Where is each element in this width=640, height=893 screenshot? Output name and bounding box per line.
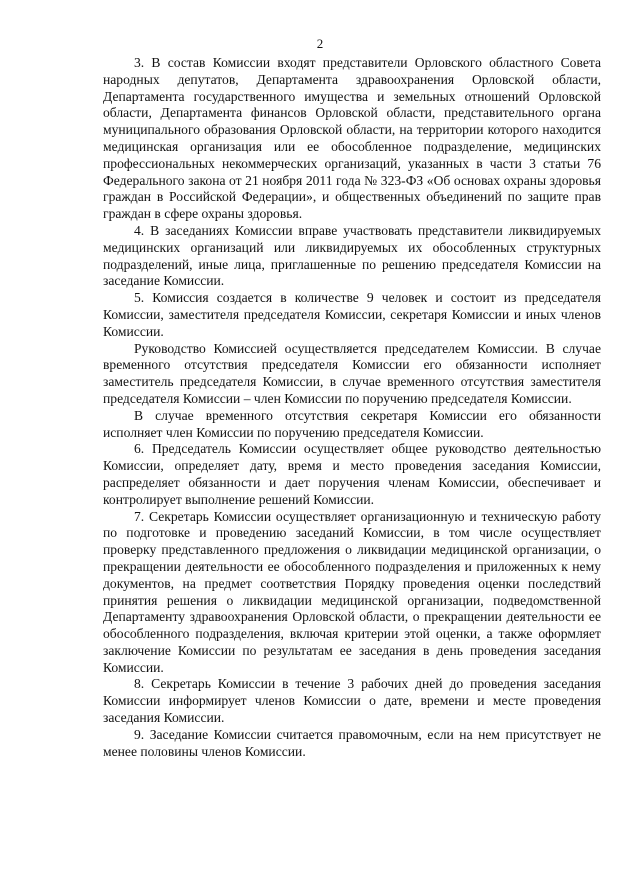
paragraph-chairman-duties: Руководство Комиссией осуществляется председателем Комиссии. В случае временного отсутствия председателя Комиссии его обязанности исполняет заместитель председателя Комиссии, в случае временного отсутствия заместителя председателя Комиссии – член Комиссии по поручению председателя Комиссии. <box>103 340 601 406</box>
paragraph-item-8: 8. Секретарь Комиссии в течение 3 рабочих дней до проведения заседания Комиссии информирует членов Комиссии о дате, времени и месте проведения заседания Комиссии. <box>103 676 601 726</box>
paragraph-item-7: 7. Секретарь Комиссии осуществляет организационную и техническую работу по подготовке и проведению заседаний Комиссии, в том числе осуществляет проверку представленного предложения о ликвидации медицинской организации, о прекращении деятельности ее обособленного подразделения и приложенных к нему документов, на предмет соответствия Порядку проведения оценки последствий принятия решения о ликвидации медицинской организации, подведомственной Департаменту здравоохранения Орловской области, о прекращении деятельности ее обособленного подразделения, включая критерии этой оценки, а также оформляет заключение Комиссии по результатам ее заседания в день проведения заседания Комиссии. <box>103 508 601 675</box>
paragraph-item-9: 9. Заседание Комиссии считается правомочным, если на нем присутствует не менее половины членов Комиссии. <box>103 726 601 759</box>
paragraph-item-4: 4. В заседаниях Комиссии вправе участвовать представители ликвидируемых медицинских организаций или ликвидируемых их обособленных структурных подразделений, иные лица, приглашенные по решению председателя Комиссии на заседание Комиссии. <box>103 222 601 289</box>
paragraph-item-5: 5. Комиссия создается в количестве 9 человек и состоит из председателя Комиссии, заместителя председателя Комиссии, секретаря Комиссии и иных членов Комиссии. <box>103 290 601 339</box>
paragraph-secretary-absence: В случае временного отсутствия секретаря Комиссии его обязанности исполняет член Комиссии по поручению председателя Комиссии. <box>103 407 601 440</box>
page-number: 2 <box>316 36 324 51</box>
document-body <box>103 55 601 760</box>
paragraph-item-6: 6. Председатель Комиссии осуществляет общее руководство деятельностью Комиссии, определяет дату, время и место проведения заседания Комиссии, распределяет обязанности и дает поручения членам Комиссии, обеспечивает и контролирует выполнение решений Комиссии. <box>103 441 601 507</box>
paragraph-item-3: 3. В состав Комиссии входят представители Орловского областного Совета народных депутатов, Департамента здравоохранения Орловской области, Департамента государственного имущества и земельных отношений Орловской области, Департамента финансов Орловской области, представительного органа муниципального образования Орловской области, на территории которого находится медицинская организация или ее обособленное подразделение, медицинских профессиональных некоммерческих организаций, указанных в части 3 статьи 76 Федерального закона от 21 ноября 2011 года № 323-ФЗ «Об основах охраны здоровья граждан в Российской Федерации», и общественных объединений по защите прав граждан в сфере охраны здоровья. <box>103 55 601 222</box>
